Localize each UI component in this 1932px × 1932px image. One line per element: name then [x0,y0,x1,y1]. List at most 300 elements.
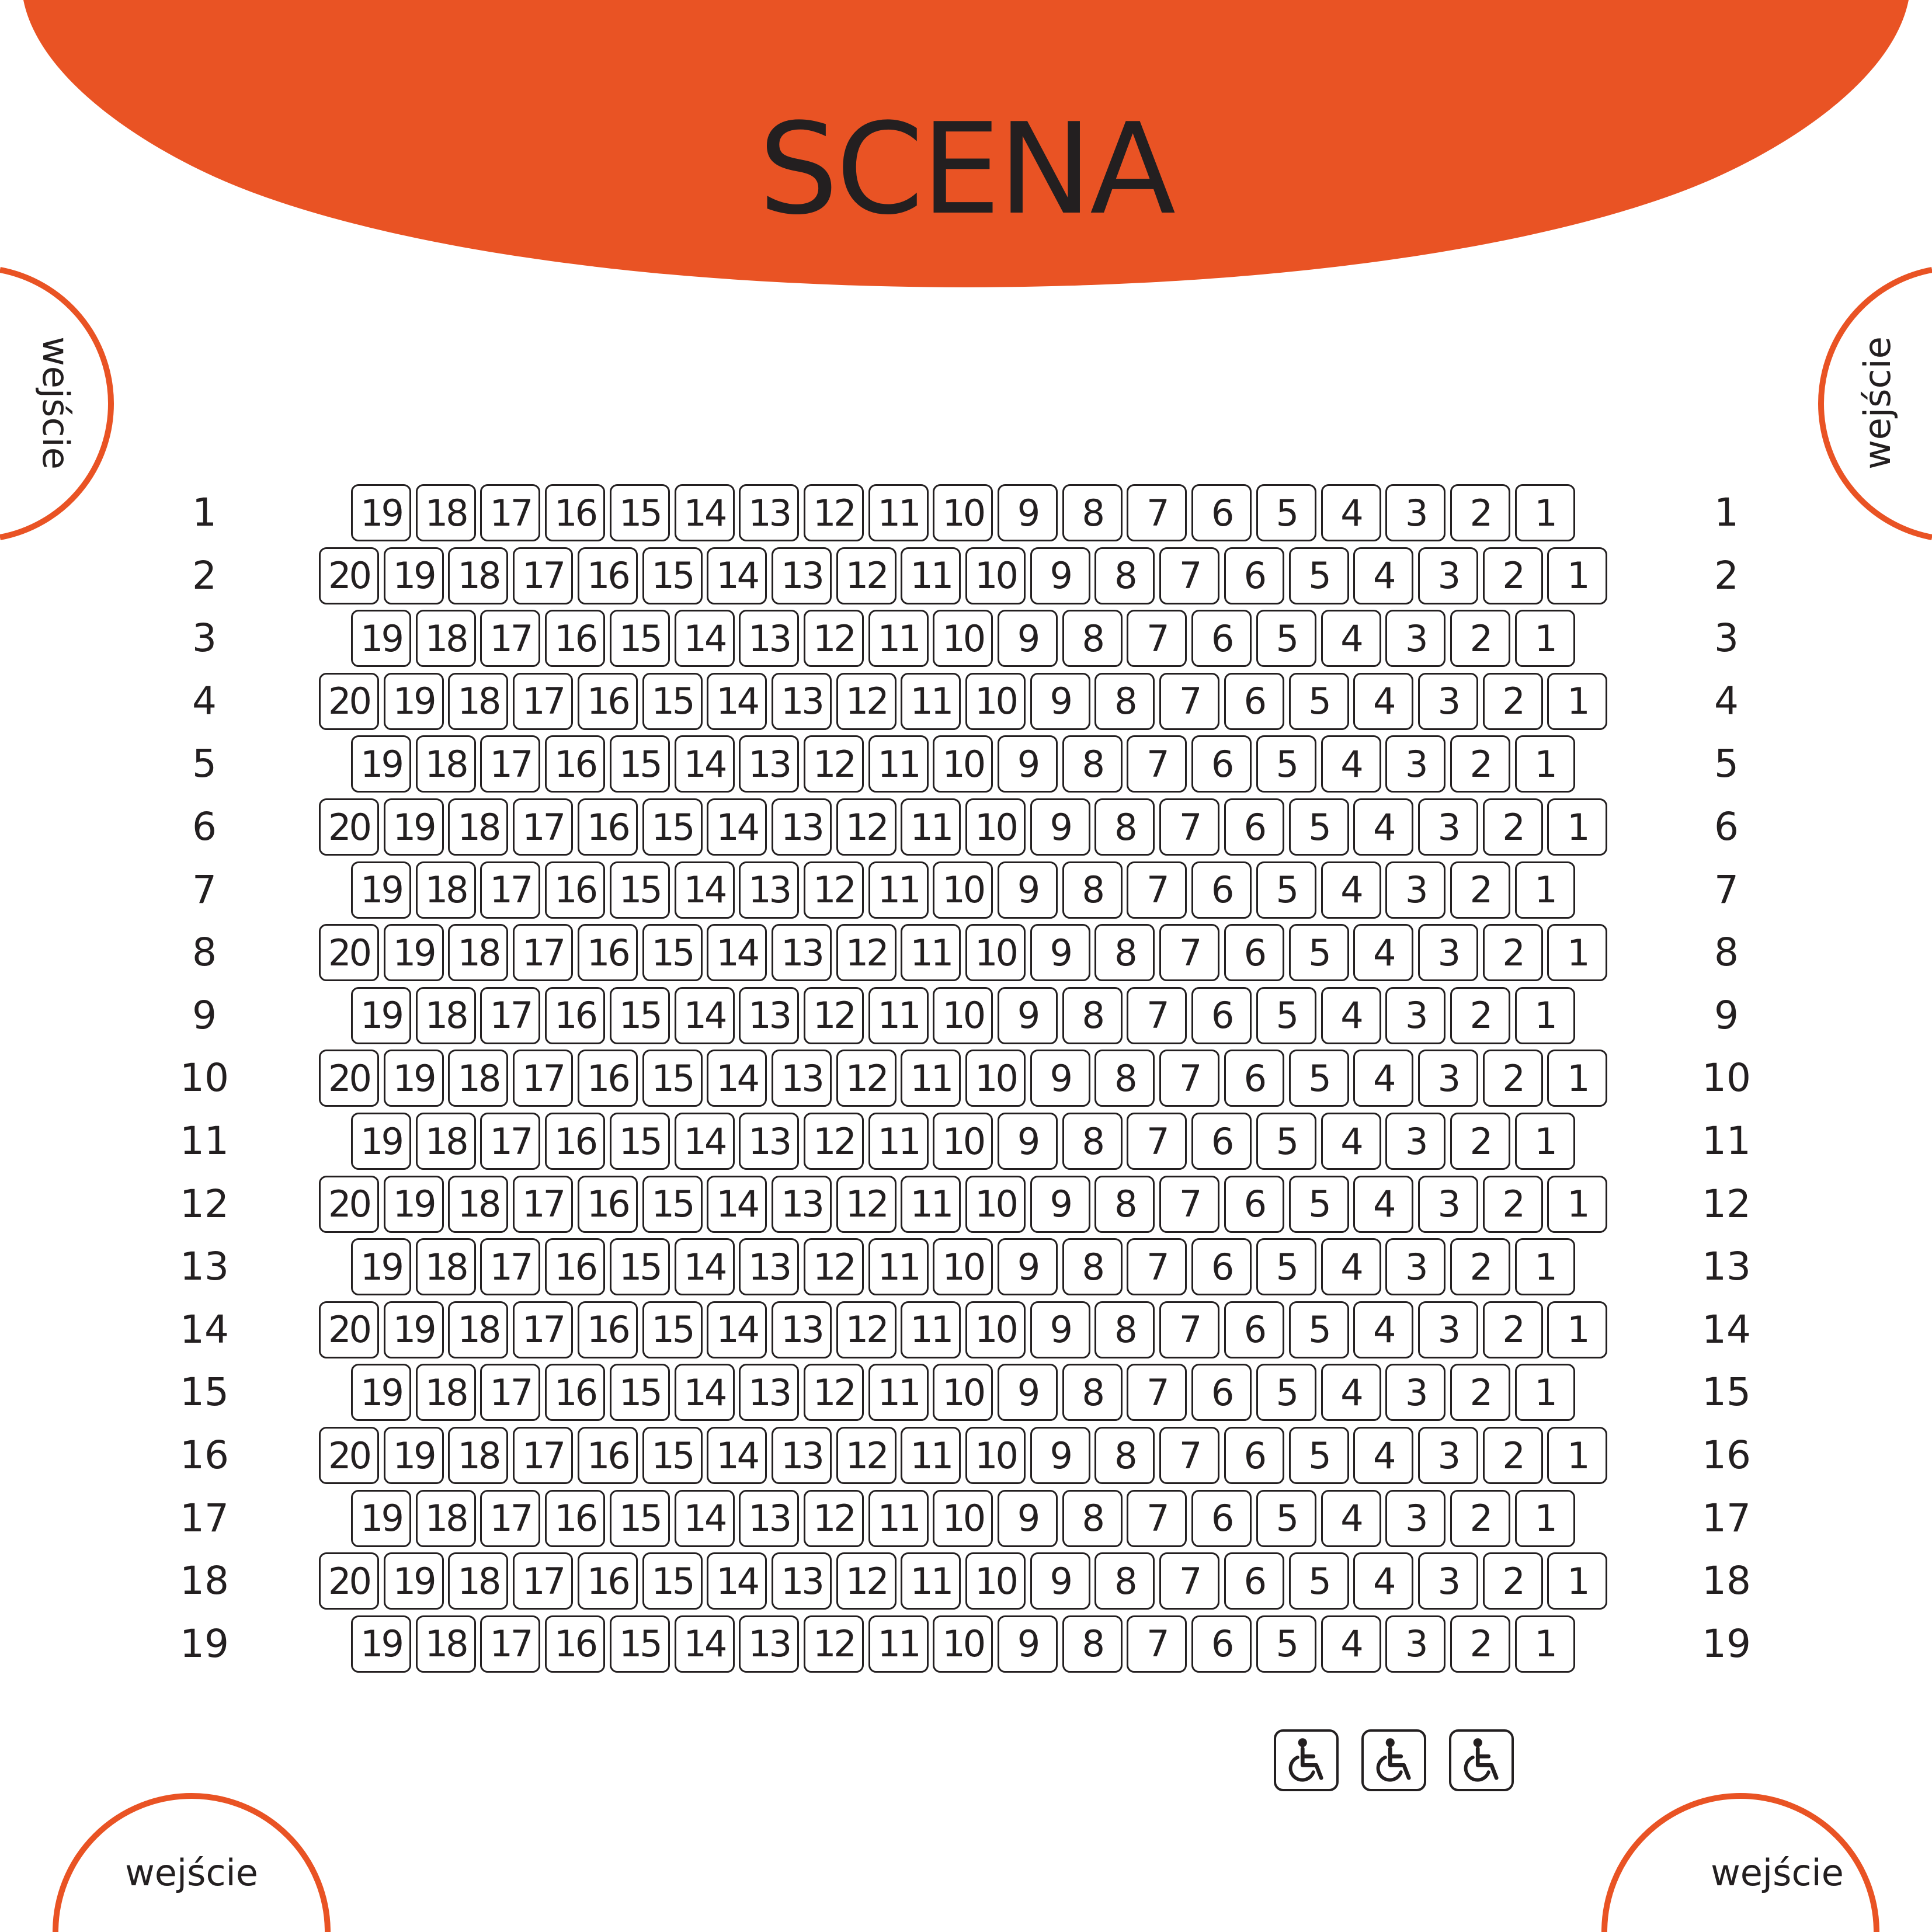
seat[interactable]: 1 [1515,987,1575,1044]
seat[interactable]: 9 [1030,673,1090,730]
seat[interactable]: 20 [319,1301,379,1358]
seat[interactable]: 12 [836,547,896,604]
seat[interactable]: 9 [998,1490,1058,1547]
seat[interactable]: 16 [545,1615,605,1673]
seat[interactable]: 17 [480,987,540,1044]
seat[interactable]: 19 [351,1615,411,1673]
seat[interactable]: 14 [707,1301,767,1358]
seat[interactable]: 17 [480,484,540,541]
seat[interactable]: 15 [642,1301,703,1358]
seat[interactable]: 11 [868,1238,929,1295]
seat[interactable]: 13 [739,1615,799,1673]
seat[interactable]: 15 [610,735,670,793]
seat[interactable]: 1 [1515,1490,1575,1547]
seat[interactable]: 10 [933,735,993,793]
seat[interactable]: 17 [480,1615,540,1673]
seat[interactable]: 20 [319,1427,379,1484]
seat[interactable]: 12 [804,1364,864,1421]
seat[interactable]: 9 [998,1238,1058,1295]
seat[interactable]: 3 [1385,1615,1445,1673]
seat[interactable]: 2 [1450,610,1510,667]
seat[interactable]: 19 [384,1050,444,1107]
seat[interactable]: 8 [1062,1238,1123,1295]
seat[interactable]: 11 [901,673,961,730]
seat[interactable]: 6 [1224,1552,1284,1610]
seat[interactable]: 17 [480,1364,540,1421]
seat[interactable]: 14 [707,1050,767,1107]
seat[interactable]: 7 [1159,547,1219,604]
seat[interactable]: 2 [1483,924,1543,981]
seat[interactable]: 12 [804,610,864,667]
seat[interactable]: 14 [675,987,735,1044]
seat[interactable]: 11 [901,1552,961,1610]
seat[interactable]: 1 [1515,610,1575,667]
entrance-top-left[interactable]: wejście [34,336,77,470]
seat[interactable]: 14 [675,1238,735,1295]
seat[interactable]: 17 [513,1427,573,1484]
seat[interactable]: 17 [513,1301,573,1358]
seat[interactable]: 19 [384,1301,444,1358]
seat[interactable]: 15 [610,1364,670,1421]
seat[interactable]: 11 [868,735,929,793]
seat[interactable]: 19 [384,798,444,856]
seat[interactable]: 14 [675,861,735,919]
seat[interactable]: 11 [868,1490,929,1547]
seat[interactable]: 8 [1062,861,1123,919]
seat[interactable]: 2 [1450,1490,1510,1547]
seat[interactable]: 3 [1385,1490,1445,1547]
seat[interactable]: 9 [998,484,1058,541]
seat[interactable]: 9 [1030,1301,1090,1358]
seat[interactable]: 7 [1127,610,1187,667]
seat[interactable]: 18 [416,610,476,667]
seat[interactable]: 9 [1030,924,1090,981]
seat[interactable]: 17 [513,547,573,604]
seat[interactable]: 7 [1159,1301,1219,1358]
seat[interactable]: 18 [448,1552,508,1610]
seat[interactable]: 11 [901,1176,961,1233]
seat[interactable]: 11 [901,924,961,981]
seat[interactable]: 6 [1224,1176,1284,1233]
seat[interactable]: 4 [1353,1176,1413,1233]
seat[interactable]: 4 [1353,1301,1413,1358]
seat[interactable]: 20 [319,798,379,856]
seat[interactable]: 7 [1127,987,1187,1044]
seat[interactable]: 5 [1289,1050,1349,1107]
seat[interactable]: 6 [1191,484,1252,541]
seat[interactable]: 1 [1515,735,1575,793]
seat[interactable]: 12 [836,1427,896,1484]
seat[interactable]: 6 [1191,735,1252,793]
seat[interactable]: 7 [1127,484,1187,541]
seat[interactable]: 6 [1191,1364,1252,1421]
seat[interactable]: 19 [351,610,411,667]
seat[interactable]: 7 [1159,1552,1219,1610]
seat[interactable]: 12 [804,735,864,793]
seat[interactable]: 4 [1353,673,1413,730]
seat[interactable]: 3 [1385,1238,1445,1295]
seat[interactable]: 5 [1289,798,1349,856]
seat[interactable]: 15 [610,1238,670,1295]
seat[interactable]: 1 [1515,1364,1575,1421]
seat[interactable]: 16 [578,1427,638,1484]
seat[interactable]: 2 [1483,1301,1543,1358]
seat[interactable]: 15 [610,610,670,667]
seat[interactable]: 8 [1094,1427,1155,1484]
seat[interactable]: 2 [1483,798,1543,856]
seat[interactable]: 15 [610,1490,670,1547]
seat[interactable]: 3 [1418,1301,1478,1358]
seat[interactable]: 6 [1224,547,1284,604]
seat[interactable]: 13 [739,735,799,793]
seat[interactable]: 2 [1450,861,1510,919]
seat[interactable]: 6 [1224,1427,1284,1484]
seat[interactable]: 9 [1030,1050,1090,1107]
seat[interactable]: 18 [416,1615,476,1673]
seat[interactable]: 8 [1062,610,1123,667]
seat[interactable]: 7 [1127,1113,1187,1170]
seat[interactable]: 16 [545,1238,605,1295]
seat[interactable]: 7 [1127,1364,1187,1421]
seat[interactable]: 13 [739,1238,799,1295]
seat[interactable]: 7 [1159,673,1219,730]
seat[interactable]: 2 [1483,547,1543,604]
seat[interactable]: 2 [1450,1364,1510,1421]
seat[interactable]: 18 [416,1113,476,1170]
wheelchair-space[interactable] [1274,1729,1339,1791]
seat[interactable]: 9 [1030,1176,1090,1233]
seat[interactable]: 16 [545,861,605,919]
seat[interactable]: 17 [513,1552,573,1610]
seat[interactable]: 9 [998,610,1058,667]
seat[interactable]: 7 [1159,1427,1219,1484]
seat[interactable]: 19 [351,1113,411,1170]
seat[interactable]: 8 [1094,798,1155,856]
seat[interactable]: 7 [1127,1238,1187,1295]
seat[interactable]: 5 [1289,547,1349,604]
seat[interactable]: 1 [1547,1176,1607,1233]
seat[interactable]: 9 [1030,1427,1090,1484]
seat[interactable]: 8 [1062,1364,1123,1421]
seat[interactable]: 6 [1191,1113,1252,1170]
seat[interactable]: 9 [998,861,1058,919]
seat[interactable]: 14 [675,1615,735,1673]
seat[interactable]: 11 [901,798,961,856]
seat[interactable]: 10 [965,1427,1026,1484]
seat[interactable]: 6 [1191,610,1252,667]
seat[interactable]: 1 [1547,547,1607,604]
seat[interactable]: 6 [1191,1238,1252,1295]
seat[interactable]: 12 [804,1490,864,1547]
seat[interactable]: 13 [739,861,799,919]
seat[interactable]: 11 [868,610,929,667]
seat[interactable]: 1 [1515,861,1575,919]
seat[interactable]: 10 [965,798,1026,856]
seat[interactable]: 19 [351,1238,411,1295]
seat[interactable]: 4 [1321,1238,1381,1295]
seat[interactable]: 16 [545,987,605,1044]
seat[interactable]: 12 [804,861,864,919]
seat[interactable]: 17 [513,1050,573,1107]
seat[interactable]: 8 [1062,484,1123,541]
seat[interactable]: 15 [642,1427,703,1484]
seat[interactable]: 5 [1289,1301,1349,1358]
seat[interactable]: 17 [480,1490,540,1547]
seat[interactable]: 6 [1191,861,1252,919]
seat[interactable]: 4 [1321,1490,1381,1547]
seat[interactable]: 15 [642,547,703,604]
seat[interactable]: 13 [739,484,799,541]
seat[interactable]: 20 [319,924,379,981]
seat[interactable]: 16 [578,1552,638,1610]
seat[interactable]: 11 [868,987,929,1044]
seat[interactable]: 14 [675,484,735,541]
seat[interactable]: 15 [610,861,670,919]
seat[interactable]: 18 [416,1238,476,1295]
seat[interactable]: 4 [1321,610,1381,667]
seat[interactable]: 1 [1515,1238,1575,1295]
seat[interactable]: 10 [933,1490,993,1547]
seat[interactable]: 5 [1256,861,1316,919]
seat[interactable]: 14 [707,1176,767,1233]
seat[interactable]: 18 [448,547,508,604]
seat[interactable]: 5 [1256,484,1316,541]
seat[interactable]: 8 [1094,1301,1155,1358]
seat[interactable]: 13 [739,1364,799,1421]
seat[interactable]: 4 [1321,861,1381,919]
seat[interactable]: 4 [1321,1113,1381,1170]
seat[interactable]: 4 [1321,987,1381,1044]
seat[interactable]: 4 [1353,1427,1413,1484]
seat[interactable]: 5 [1256,1615,1316,1673]
seat[interactable]: 5 [1256,610,1316,667]
seat[interactable]: 2 [1483,1050,1543,1107]
seat[interactable]: 10 [965,1050,1026,1107]
seat[interactable]: 13 [772,1050,832,1107]
seat[interactable]: 3 [1385,1364,1445,1421]
seat[interactable]: 20 [319,673,379,730]
seat[interactable]: 19 [384,1427,444,1484]
seat[interactable]: 15 [610,987,670,1044]
seat[interactable]: 14 [675,610,735,667]
seat[interactable]: 10 [965,1552,1026,1610]
seat[interactable]: 19 [351,1490,411,1547]
seat[interactable]: 7 [1127,735,1187,793]
seat[interactable]: 19 [384,1552,444,1610]
seat[interactable]: 16 [578,673,638,730]
seat[interactable]: 14 [707,1552,767,1610]
seat[interactable]: 7 [1127,1490,1187,1547]
seat[interactable]: 3 [1385,861,1445,919]
seat[interactable]: 5 [1289,1176,1349,1233]
seat[interactable]: 4 [1321,1615,1381,1673]
seat[interactable]: 8 [1062,987,1123,1044]
seat[interactable]: 19 [384,924,444,981]
seat[interactable]: 6 [1191,1490,1252,1547]
seat[interactable]: 14 [707,547,767,604]
seat[interactable]: 18 [448,798,508,856]
seat[interactable]: 15 [642,673,703,730]
seat[interactable]: 1 [1547,673,1607,730]
seat[interactable]: 6 [1191,1615,1252,1673]
seat[interactable]: 11 [901,1050,961,1107]
seat[interactable]: 11 [901,1427,961,1484]
seat[interactable]: 11 [868,484,929,541]
entrance-bottom-left[interactable]: wejście [125,1851,258,1894]
seat[interactable]: 16 [578,547,638,604]
seat[interactable]: 2 [1450,484,1510,541]
seat[interactable]: 13 [772,1301,832,1358]
seat[interactable]: 7 [1127,861,1187,919]
seat[interactable]: 15 [642,924,703,981]
seat[interactable]: 13 [739,987,799,1044]
seat[interactable]: 4 [1353,547,1413,604]
seat[interactable]: 3 [1385,987,1445,1044]
seat[interactable]: 16 [545,1490,605,1547]
seat[interactable]: 15 [610,1615,670,1673]
seat[interactable]: 4 [1353,924,1413,981]
seat[interactable]: 10 [933,484,993,541]
seat[interactable]: 13 [772,673,832,730]
seat[interactable]: 10 [965,1176,1026,1233]
seat[interactable]: 8 [1094,1176,1155,1233]
seat[interactable]: 3 [1418,1427,1478,1484]
seat[interactable]: 12 [804,987,864,1044]
seat[interactable]: 18 [416,735,476,793]
seat[interactable]: 15 [642,1176,703,1233]
wheelchair-space[interactable] [1361,1729,1426,1791]
seat[interactable]: 13 [772,547,832,604]
entrance-top-right[interactable]: wejście [1856,336,1899,470]
seat[interactable]: 19 [351,484,411,541]
seat[interactable]: 14 [675,1364,735,1421]
seat[interactable]: 1 [1547,1050,1607,1107]
seat[interactable]: 12 [804,484,864,541]
seat[interactable]: 15 [610,1113,670,1170]
entrance-bottom-right[interactable]: wejście [1711,1851,1844,1894]
seat[interactable]: 12 [804,1238,864,1295]
seat[interactable]: 4 [1353,798,1413,856]
seat[interactable]: 1 [1547,1301,1607,1358]
seat[interactable]: 11 [901,547,961,604]
seat[interactable]: 10 [933,861,993,919]
seat[interactable]: 14 [707,798,767,856]
seat[interactable]: 14 [675,735,735,793]
seat[interactable]: 10 [933,1615,993,1673]
seat[interactable]: 12 [836,798,896,856]
seat[interactable]: 5 [1256,1490,1316,1547]
seat[interactable]: 8 [1062,1490,1123,1547]
seat[interactable]: 16 [578,924,638,981]
seat[interactable]: 5 [1289,673,1349,730]
seat[interactable]: 7 [1159,798,1219,856]
seat[interactable]: 10 [965,547,1026,604]
wheelchair-space[interactable] [1449,1729,1514,1791]
seat[interactable]: 8 [1094,1552,1155,1610]
seat[interactable]: 14 [675,1490,735,1547]
seat[interactable]: 6 [1224,798,1284,856]
seat[interactable]: 9 [1030,1552,1090,1610]
seat[interactable]: 10 [933,1238,993,1295]
seat[interactable]: 18 [416,1364,476,1421]
seat[interactable]: 6 [1191,987,1252,1044]
seat[interactable]: 13 [772,1552,832,1610]
seat[interactable]: 8 [1094,1050,1155,1107]
seat[interactable]: 5 [1256,1113,1316,1170]
seat[interactable]: 8 [1094,924,1155,981]
seat[interactable]: 1 [1547,924,1607,981]
seat[interactable]: 13 [739,1490,799,1547]
seat[interactable]: 19 [351,861,411,919]
seat[interactable]: 2 [1483,1176,1543,1233]
seat[interactable]: 3 [1418,1050,1478,1107]
seat[interactable]: 7 [1159,1050,1219,1107]
seat[interactable]: 18 [416,861,476,919]
seat[interactable]: 1 [1547,1552,1607,1610]
seat[interactable]: 15 [610,484,670,541]
seat[interactable]: 3 [1418,673,1478,730]
seat[interactable]: 8 [1094,547,1155,604]
seat[interactable]: 4 [1353,1050,1413,1107]
seat[interactable]: 17 [513,673,573,730]
seat[interactable]: 10 [965,673,1026,730]
seat[interactable]: 11 [868,1113,929,1170]
seat[interactable]: 2 [1450,1113,1510,1170]
seat[interactable]: 10 [933,610,993,667]
seat[interactable]: 18 [416,987,476,1044]
seat[interactable]: 5 [1289,924,1349,981]
seat[interactable]: 6 [1224,673,1284,730]
seat[interactable]: 5 [1289,1552,1349,1610]
seat[interactable]: 18 [416,484,476,541]
seat[interactable]: 2 [1450,987,1510,1044]
seat[interactable]: 15 [642,1050,703,1107]
seat[interactable]: 11 [868,1364,929,1421]
seat[interactable]: 9 [998,987,1058,1044]
seat[interactable]: 13 [772,1176,832,1233]
seat[interactable]: 16 [545,1364,605,1421]
seat[interactable]: 11 [868,1615,929,1673]
seat[interactable]: 12 [836,1552,896,1610]
seat[interactable]: 16 [578,1050,638,1107]
seat[interactable]: 8 [1062,1113,1123,1170]
seat[interactable]: 3 [1418,1552,1478,1610]
seat[interactable]: 1 [1515,1615,1575,1673]
seat[interactable]: 17 [480,1113,540,1170]
seat[interactable]: 3 [1385,1113,1445,1170]
seat[interactable]: 12 [836,1301,896,1358]
seat[interactable]: 10 [933,1364,993,1421]
seat[interactable]: 9 [998,1615,1058,1673]
seat[interactable]: 2 [1483,1552,1543,1610]
seat[interactable]: 5 [1256,1364,1316,1421]
seat[interactable]: 16 [545,1113,605,1170]
seat[interactable]: 17 [480,1238,540,1295]
seat[interactable]: 19 [351,735,411,793]
seat[interactable]: 2 [1450,1615,1510,1673]
seat[interactable]: 3 [1418,798,1478,856]
seat[interactable]: 14 [707,673,767,730]
seat[interactable]: 3 [1418,1176,1478,1233]
seat[interactable]: 17 [513,1176,573,1233]
seat[interactable]: 10 [933,987,993,1044]
seat[interactable]: 2 [1450,735,1510,793]
seat[interactable]: 8 [1062,735,1123,793]
seat[interactable]: 9 [1030,798,1090,856]
seat[interactable]: 5 [1289,1427,1349,1484]
seat[interactable]: 16 [545,735,605,793]
seat[interactable]: 4 [1321,735,1381,793]
